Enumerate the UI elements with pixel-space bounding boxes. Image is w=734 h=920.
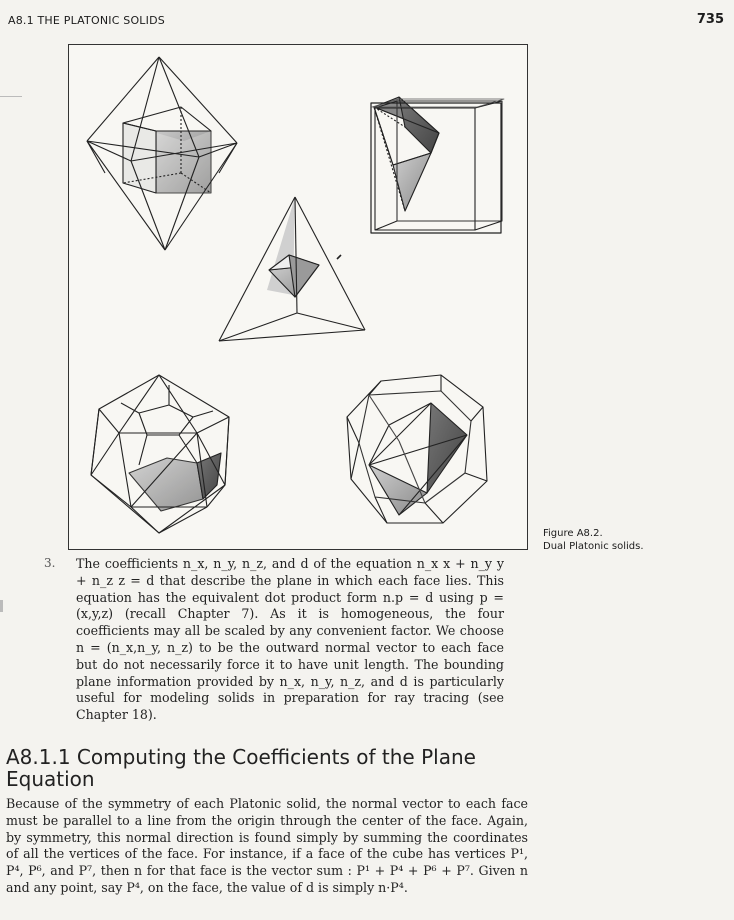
scan-mark — [0, 96, 22, 97]
figure-caption-label: Figure A8.2. — [543, 528, 603, 539]
icosahedron-dodecahedron-dual — [91, 375, 229, 533]
running-header-section: A8.1 THE PLATONIC SOLIDS — [8, 14, 165, 27]
cube-octahedron-dual — [371, 97, 504, 233]
figure-dual-platonic-solids — [68, 44, 528, 550]
section-heading: A8.1.1 Computing the Coefficients of the Plane Equation — [6, 745, 476, 791]
dodecahedron-icosahedron-dual — [347, 375, 487, 523]
list-item-text: The coefficients n_x, n_y, n_z, and d of the equation n_x x + n_y y + n_z z = d that describe the plane in which each face lies. This equation has the equivalent dot product form n.p = d using p = (x,y,z) (recall Chapter 7). As it is homogeneous, the four coefficients may all be scaled by any convenient factor. We choose n = (n_x,n_y, n_z) to be the outward normal vector to each face but do not necessarily force it to have unit length. The bounding plane information provided by n_x, n_y, n_z, and d is particularly useful for modeling solids in preparation for ray tracing (see Chapter 18). — [76, 556, 504, 723]
tetrahedron-self-dual — [219, 197, 365, 341]
figure-caption — [543, 527, 723, 553]
list-item-number: 3. — [44, 556, 56, 570]
page-number: 735 — [696, 12, 724, 27]
octahedron-cube-dual — [87, 57, 237, 250]
figure-illustration — [69, 45, 529, 551]
scan-mark — [0, 600, 3, 612]
section-body-paragraph: Because of the symmetry of each Platonic solid, the normal vector to each face must be parallel to a line from the origin through the center of the face. Again, by symmetry, this normal direction is found simply by summing the coordinates of all the vertices of the face. For instance, if a face of the cube has vertices P¹, P⁴, P⁶, and P⁷, then n for that face is the vector sum : P¹ + P⁴ + P⁶ + P⁷. Given n and any point, say P⁴, on the face, the value of d is simply n·P⁴. — [6, 796, 528, 895]
figure-caption-text: Dual Platonic solids. — [543, 541, 644, 552]
